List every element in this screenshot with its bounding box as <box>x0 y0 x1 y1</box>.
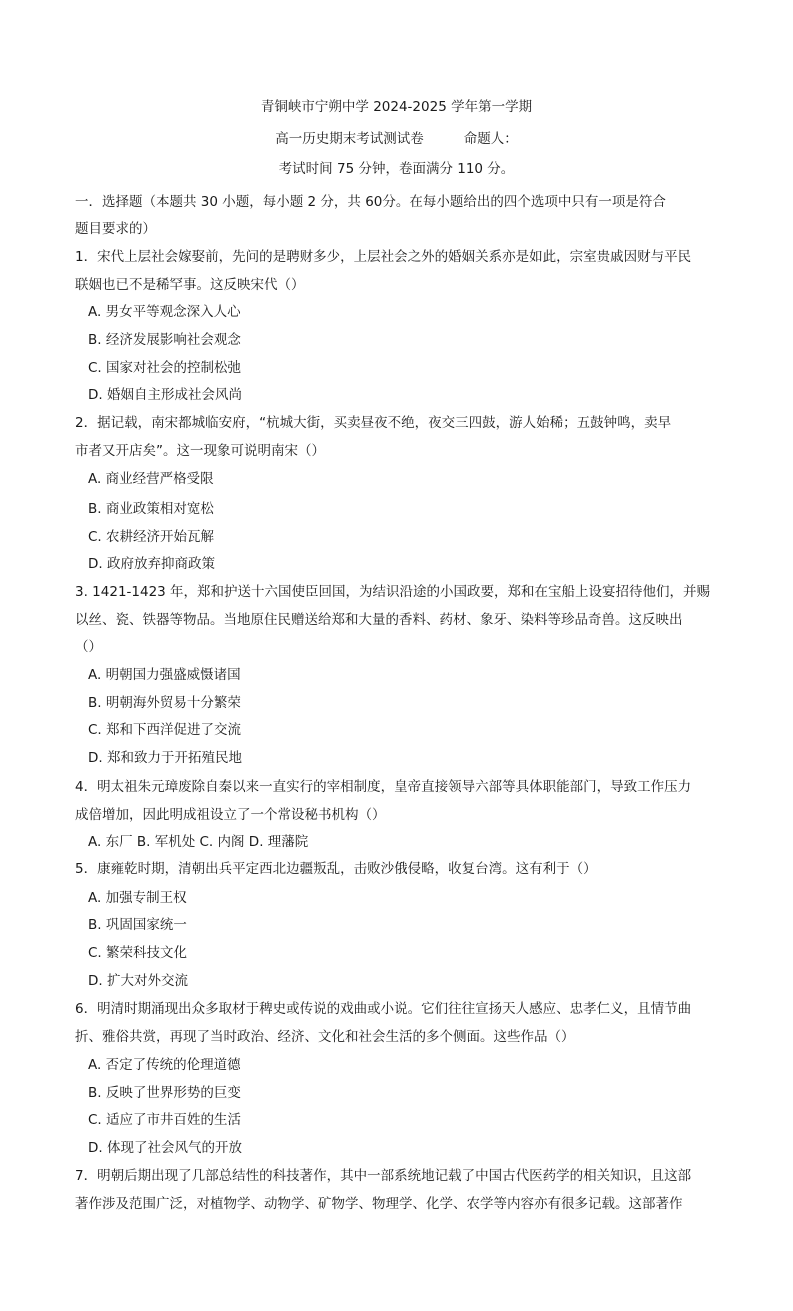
question-1-option-b: B. 经济发展影响社会观念 <box>88 332 241 348</box>
question-2-text: 市者又开店矣”。这一现象可说明南宋（） <box>75 443 325 459</box>
question-2-option-c: C. 农耕经济开始瓦解 <box>88 529 215 545</box>
question-3-text: 以丝、瓷、铁器等物品。当地原住民赠送给郑和大量的香料、药材、象牙、染料等珍品奇兽。这反映出 <box>75 612 683 628</box>
question-2-text: 2．据记载，南宋都城临安府，“杭城大街，买卖昼夜不绝，夜交三四鼓，游人始稀；五鼓钟鸣，卖早 <box>75 415 672 431</box>
question-1-option-a: A. 男女平等观念深入人心 <box>88 304 241 320</box>
question-1-option-d: D. 婚姻自主形成社会风尚 <box>88 387 242 403</box>
author-label: 命题人： <box>463 131 518 147</box>
exam-title: 高一历史期末考试测试卷 <box>275 131 424 147</box>
question-6-text: 折、雅俗共赏，再现了当时政治、经济、文化和社会生活的多个侧面。这些作品（） <box>75 1029 575 1045</box>
question-2-option-b: B. 商业政策相对宽松 <box>88 501 214 517</box>
section-intro: 一．选择题（本题共 30 小题，每小题 2 分，共 60分。在每小题给出的四个选项中只有一项是符合 <box>75 194 666 210</box>
question-5-option-c: C. 繁荣科技文化 <box>88 945 188 961</box>
question-6-option-c: C. 适应了市井百姓的生活 <box>88 1112 242 1128</box>
question-5-option-b: B. 巩固国家统一 <box>88 917 187 933</box>
question-6-option-b: B. 反映了世界形势的巨变 <box>88 1085 241 1101</box>
school-term-title: 青铜峡市宁朔中学 2024-2025 学年第一学期 <box>260 99 533 115</box>
question-4-text: 4．明太祖朱元璋废除自秦以来一直实行的宰相制度，皇帝直接领导六部等具体职能部门，导致工作压力 <box>75 779 692 795</box>
exam-title-line <box>0 130 793 148</box>
question-3-text: 3. 1421-1423 年，郑和护送十六国使臣回国，为结识沿途的小国政要，郑和在宝船上设宴招待他们，并赐 <box>75 584 711 600</box>
question-6-text: 6．明清时期涌现出众多取材于稗史或传说的戏曲或小说。它们往往宣扬天人感应、忠孝仁义，且情节曲 <box>75 1001 692 1017</box>
section-intro: 题目要求的） <box>75 221 156 237</box>
question-7-text: 7．明朝后期出现了几部总结性的科技著作，其中一部系统地记载了中国古代医药学的相关知识，且这部 <box>75 1168 692 1184</box>
question-2-option-a: A. 商业经营严格受限 <box>88 471 214 487</box>
question-3-option-b: B. 明朝海外贸易十分繁荣 <box>88 695 241 711</box>
question-5-option-d: D. 扩大对外交流 <box>88 973 188 989</box>
question-2-option-d: D. 政府放弃抑商政策 <box>88 556 215 572</box>
exam-time-info: 考试时间 75 分钟，卷面满分 110 分。 <box>278 161 515 177</box>
question-1-text: 联姻也已不是稀罕事。这反映宋代（） <box>75 277 305 293</box>
question-3-option-a: A. 明朝国力强盛威慑诸国 <box>88 667 241 683</box>
question-7-text: 著作涉及范围广泛，对植物学、动物学、矿物学、物理学、化学、农学等内容亦有很多记载。这部著作 <box>75 1196 683 1212</box>
question-4-text: 成倍增加，因此明成祖设立了一个常设秘书机构（） <box>75 807 386 823</box>
question-6-option-a: A. 否定了传统的伦理道德 <box>88 1057 241 1073</box>
question-6-option-d: D. 体现了社会风气的开放 <box>88 1140 242 1156</box>
question-1-option-c: C. 国家对社会的控制松弛 <box>88 360 242 376</box>
question-5-text: 5．康雍乾时期，清朝出兵平定西北边疆叛乱，击败沙俄侵略，收复台湾。这有利于（） <box>75 861 597 877</box>
question-1-text: 1．宋代上层社会嫁娶前，先问的是聘财多少，上层社会之外的婚姻关系亦是如此，宗室贵戚因财与平民 <box>75 249 692 265</box>
question-3-option-c: C. 郑和下西洋促进了交流 <box>88 722 242 738</box>
question-3-text: （） <box>75 639 102 655</box>
question-4-options: A. 东厂 B. 军机处 C. 内阁 D. 理藩院 <box>88 834 309 850</box>
question-5-option-a: A. 加强专制王权 <box>88 890 187 906</box>
question-3-option-d: D. 郑和致力于开拓殖民地 <box>88 750 242 766</box>
